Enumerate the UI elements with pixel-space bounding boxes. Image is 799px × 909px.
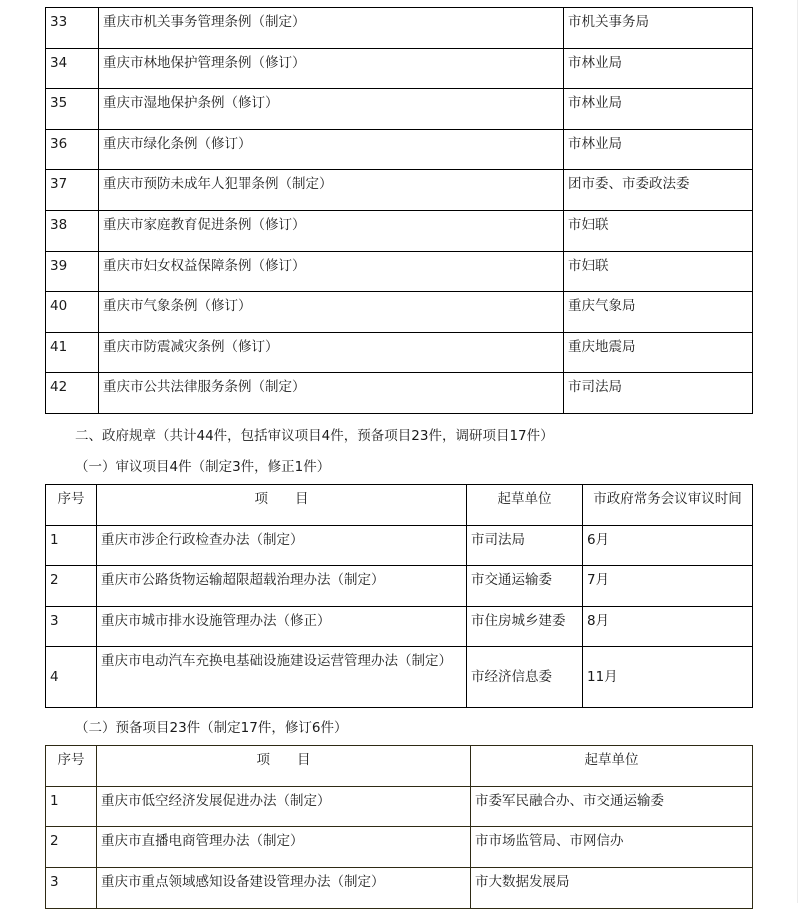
cell-no: 2 [46,827,97,868]
cell-unit: 市交通运输委 [467,566,583,607]
header-item: 项 目 [97,485,467,526]
subheading-reserve-projects: （二）预备项目23件（制定17件，修订6件） [75,720,348,736]
cell-item: 重庆市电动汽车充换电基础设施建设运营管理办法（制定） [97,647,467,708]
cell-unit: 市委军民融合办、市交通运输委 [471,786,753,827]
cell-unit: 市妇联 [564,210,753,251]
cell-no: 3 [46,868,97,909]
cell-no: 41 [46,332,99,373]
regulations-table-body [46,8,753,414]
cell-item: 重庆市气象条例（修订） [99,292,564,333]
cell-item: 重庆市重点领域感知设备建设管理办法（制定） [97,868,471,909]
cell-item: 重庆市城市排水设施管理办法（修正） [97,606,467,647]
table-row [46,566,753,607]
subheading-review-projects: （一）审议项目4件（制定3件，修正1件） [75,459,331,475]
cell-unit: 重庆地震局 [564,332,753,373]
table-header-row [46,485,753,526]
table-row [46,786,753,827]
cell-time: 6月 [583,525,753,566]
scrollbar-track[interactable] [797,0,798,903]
cell-item: 重庆市公共法律服务条例（制定） [99,373,564,414]
cell-item: 重庆市湿地保护条例（修订） [99,89,564,130]
cell-no: 2 [46,566,97,607]
cell-item: 重庆市妇女权益保障条例（修订） [99,251,564,292]
cell-unit: 市市场监管局、市网信办 [471,827,753,868]
cell-no: 35 [46,89,99,130]
regulations-table [45,7,753,414]
section-heading-government-rules: 二、政府规章（共计44件，包括审议项目4件，预备项目23件，调研项目17件） [75,428,554,444]
cell-item: 重庆市防震减灾条例（修订） [99,332,564,373]
header-unit: 起草单位 [471,746,753,787]
header-no: 序号 [46,746,97,787]
cell-item: 重庆市家庭教育促进条例（修订） [99,210,564,251]
cell-no: 38 [46,210,99,251]
table-row [46,170,753,211]
cell-no: 3 [46,606,97,647]
review-projects-table [45,484,753,708]
cell-item: 重庆市机关事务管理条例（制定） [99,8,564,49]
cell-no: 40 [46,292,99,333]
cell-time: 7月 [583,566,753,607]
cell-unit: 市大数据发展局 [471,868,753,909]
cell-unit: 市司法局 [467,525,583,566]
table-row [46,373,753,414]
cell-item: 重庆市涉企行政检查办法（制定） [97,525,467,566]
cell-time: 11月 [583,647,753,708]
table-row [46,525,753,566]
header-unit: 起草单位 [467,485,583,526]
cell-item: 重庆市绿化条例（修订） [99,129,564,170]
cell-item: 重庆市预防未成年人犯罪条例（制定） [99,170,564,211]
cell-unit: 市住房城乡建委 [467,606,583,647]
header-time: 市政府常务会议审议时间 [583,485,753,526]
table-row [46,89,753,130]
cell-no: 1 [46,525,97,566]
table-row [46,606,753,647]
header-no: 序号 [46,485,97,526]
table-row [46,129,753,170]
cell-no: 39 [46,251,99,292]
cell-item: 重庆市低空经济发展促进办法（制定） [97,786,471,827]
cell-no: 33 [46,8,99,49]
cell-unit: 市林业局 [564,129,753,170]
table-row [46,827,753,868]
reserve-projects-table [45,745,753,909]
cell-no: 42 [46,373,99,414]
cell-no: 37 [46,170,99,211]
table-row [46,332,753,373]
cell-no: 34 [46,48,99,89]
table-row [46,868,753,909]
cell-no: 4 [46,647,97,708]
cell-unit: 市经济信息委 [467,647,583,708]
table-row [46,48,753,89]
cell-no: 36 [46,129,99,170]
table-header-row [46,746,753,787]
cell-item: 重庆市林地保护管理条例（修订） [99,48,564,89]
cell-time: 8月 [583,606,753,647]
cell-item: 重庆市公路货物运输超限超载治理办法（制定） [97,566,467,607]
cell-unit: 市林业局 [564,89,753,130]
cell-unit: 市林业局 [564,48,753,89]
cell-item: 重庆市直播电商管理办法（制定） [97,827,471,868]
cell-unit: 市妇联 [564,251,753,292]
table-row [46,210,753,251]
table-row [46,647,753,708]
table-row [46,251,753,292]
cell-unit: 市机关事务局 [564,8,753,49]
table-row [46,292,753,333]
table-row [46,8,753,49]
cell-no: 1 [46,786,97,827]
header-item: 项 目 [97,746,471,787]
cell-unit: 团市委、市委政法委 [564,170,753,211]
cell-unit: 重庆气象局 [564,292,753,333]
cell-unit: 市司法局 [564,373,753,414]
